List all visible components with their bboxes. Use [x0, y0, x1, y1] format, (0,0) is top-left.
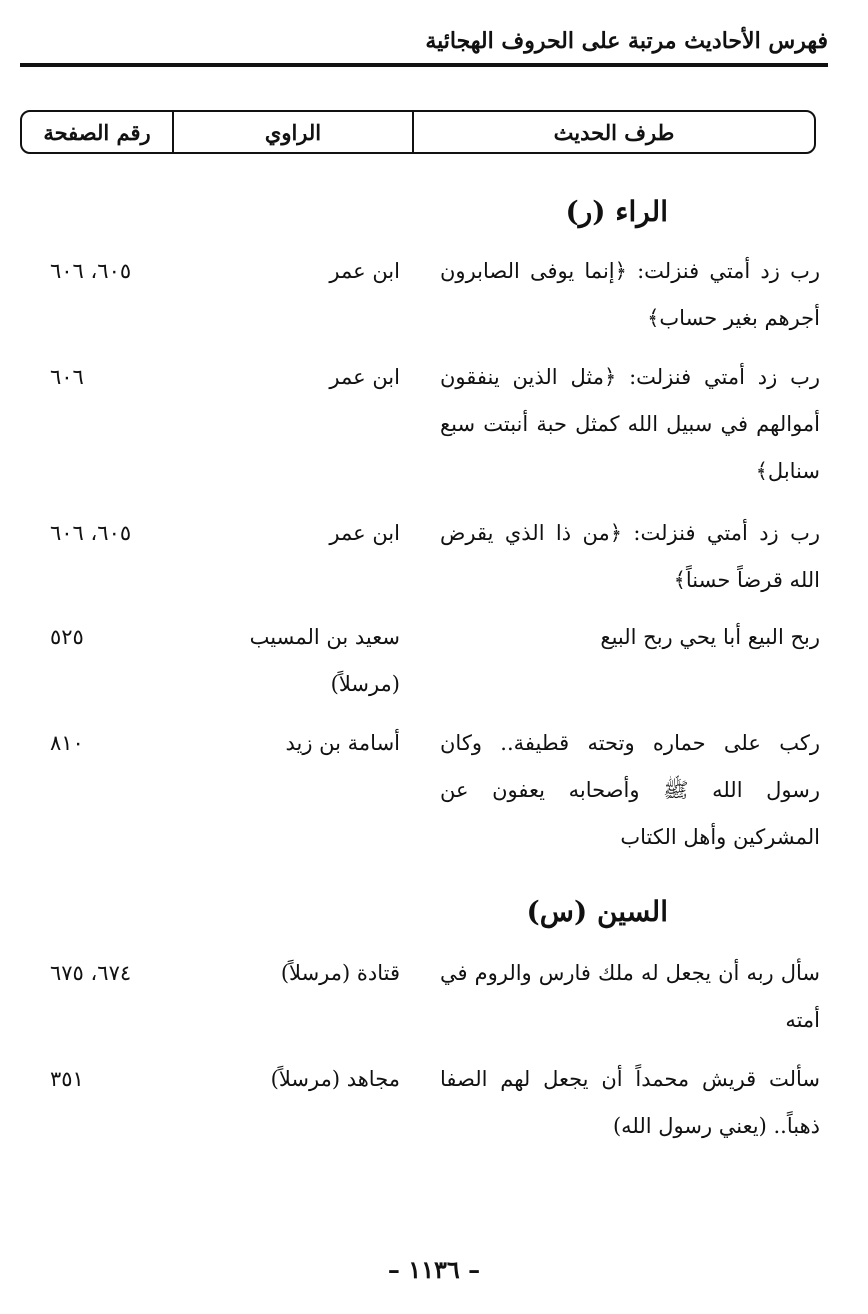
column-narrator: الراوي	[172, 112, 412, 152]
hadith-text: رب زد أمتي فنزلت: ﴿من ذا الذي يقرض الله قرضاً حسناً﴾	[440, 521, 820, 592]
hadith-text: ربح البيع أبا يحي ربح البيع	[600, 625, 820, 649]
narrator: ابن عمر	[329, 521, 400, 545]
hadith-text: ركب على حماره وتحته قطيفة.. وكان رسول الله ﷺ وأصحابه يعفون عن المشركين وأهل الكتاب	[440, 731, 820, 849]
index-entry	[40, 1056, 820, 1152]
running-head: فهرس الأحاديث مرتبة على الحروف الهجائية	[425, 28, 828, 54]
hadith-text: رب زد أمتي فنزلت: ﴿إنما يوفى الصابرون أجرهم بغير حساب﴾	[440, 259, 820, 330]
section-heading-sin: السين (س)	[526, 895, 668, 928]
hadith-text: رب زد أمتي فنزلت: ﴿مثل الذين ينفقون أموالهم في سبيل الله كمثل حبة أنبتت سبع سنابل﴾	[440, 365, 820, 483]
narrator: أسامة بن زيد	[285, 731, 400, 755]
index-entry	[40, 354, 820, 499]
column-page: رقم الصفحة	[43, 119, 151, 145]
hadith-text: سألت قريش محمداً أن يجعل لهم الصفا ذهباً.. (يعني رسول الله)	[440, 1067, 820, 1138]
index-entry	[40, 510, 820, 606]
index-entry	[40, 614, 820, 710]
page-number: – ١١٣٦ –	[387, 1255, 481, 1284]
page-ref: ٦٠٥، ٦٠٦	[50, 521, 132, 545]
index-entry	[40, 720, 820, 865]
narrator: مجاهد (مرسلاً)	[270, 1067, 400, 1091]
header-rule	[20, 63, 828, 67]
section-heading-ra: الراء (ر)	[565, 195, 668, 228]
narrator: قتادة (مرسلاً)	[280, 961, 400, 985]
page-ref: ٦٠٦	[50, 365, 84, 389]
index-entry	[40, 950, 820, 1046]
page-ref: ٣٥١	[50, 1067, 84, 1091]
page-ref: ٥٢٥	[50, 625, 84, 649]
column-hadith: طرف الحديث	[412, 112, 814, 152]
index-entry	[40, 248, 820, 344]
narrator: ابن عمر	[329, 259, 400, 283]
page-ref: ٦٠٥، ٦٠٦	[50, 259, 132, 283]
page-ref: ٨١٠	[50, 731, 84, 755]
narrator: ابن عمر	[329, 365, 400, 389]
hadith-text: سأل ربه أن يجعل له ملك فارس والروم في أمته	[440, 961, 820, 1032]
narrator: سعيد بن المسيب (مرسلاً)	[249, 625, 400, 696]
column-header	[20, 110, 816, 154]
page-ref: ٦٧٤، ٦٧٥	[50, 961, 132, 985]
